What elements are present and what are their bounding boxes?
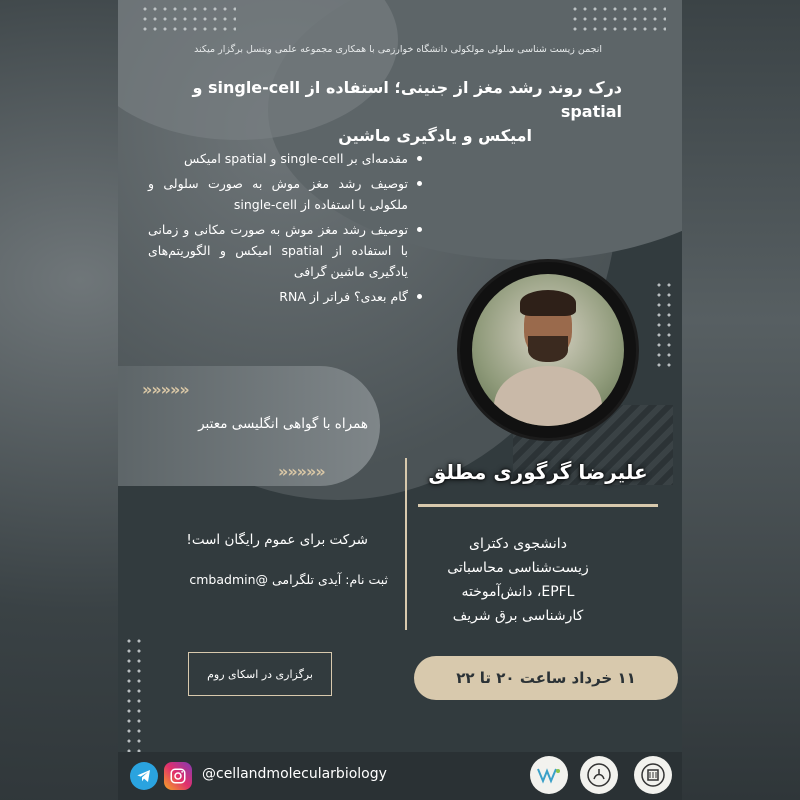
speaker-bio-line: EPFL، دانش‌آموخته	[461, 584, 575, 600]
free-entry-text: شرکت برای عموم رایگان است!	[186, 532, 368, 548]
topic-item: گام بعدی؟ فراتر از RNA	[148, 286, 408, 307]
event-poster	[118, 0, 682, 800]
association-logo-icon	[634, 756, 672, 794]
telegram-icon[interactable]	[130, 762, 158, 790]
certificate-text: همراه با گواهی انگلیسی معتبر	[198, 416, 368, 432]
speaker-name: علیرضا گرگوری مطلق	[428, 460, 648, 484]
arrows-decoration: »»»»»	[142, 380, 189, 399]
arrows-decoration: »»»»»	[278, 462, 325, 481]
event-title-line: امیکس و یادگیری ماشین	[338, 126, 532, 145]
vinsel-logo-icon	[530, 756, 568, 794]
date-time-badge	[414, 656, 678, 700]
speaker-bio-line: دانشجوی دکترای	[469, 536, 567, 552]
speaker-bio-line: کارشناسی برق شریف	[452, 608, 584, 624]
decor-dots	[124, 636, 146, 756]
topic-item: توصیف رشد مغز موش به صورت سلولی و ملکولی با استفاده از single-cell	[148, 173, 408, 215]
speaker-photo	[472, 274, 624, 426]
platform-label-text: برگزاری در اسکای روم	[207, 667, 313, 681]
speaker-photo-frame	[460, 262, 636, 438]
decor-dots	[654, 280, 676, 370]
platform-label	[188, 652, 332, 696]
registration-telegram-id: ثبت نام: آیدی تلگرامی @cmbadmin	[189, 572, 388, 587]
university-seal-icon	[580, 756, 618, 794]
organizer-note: انجمن زیست شناسی سلولی مولکولی دانشگاه خوارزمی با همکاری مجموعه علمی وینسل برگزار میکند	[194, 44, 602, 55]
speaker-bio-line: زیست‌شناسی محاسباتی	[447, 560, 589, 576]
event-title	[158, 76, 622, 148]
instagram-handle[interactable]: @cellandmolecularbiology	[202, 766, 387, 782]
decor-dots	[570, 4, 666, 32]
date-time-text: ۱۱ خرداد ساعت ۲۰ تا ۲۲	[456, 669, 636, 687]
topics-list	[148, 148, 426, 311]
instagram-icon[interactable]	[164, 762, 192, 790]
event-title-line: درک روند رشد مغز از جنینی؛ استفاده از single-cell و spatial	[192, 78, 622, 121]
divider	[418, 504, 658, 507]
speaker-bio	[418, 532, 618, 628]
decor-dots	[140, 4, 236, 32]
divider	[405, 458, 407, 630]
topic-item: توصیف رشد مغز موش به صورت مکانی و زمانی با استفاده از spatial امیکس و الگوریتم‌های یادگیری ماشین گرافی	[148, 219, 408, 282]
topic-item: مقدمه‌ای بر single-cell و spatial امیکس	[148, 148, 408, 169]
